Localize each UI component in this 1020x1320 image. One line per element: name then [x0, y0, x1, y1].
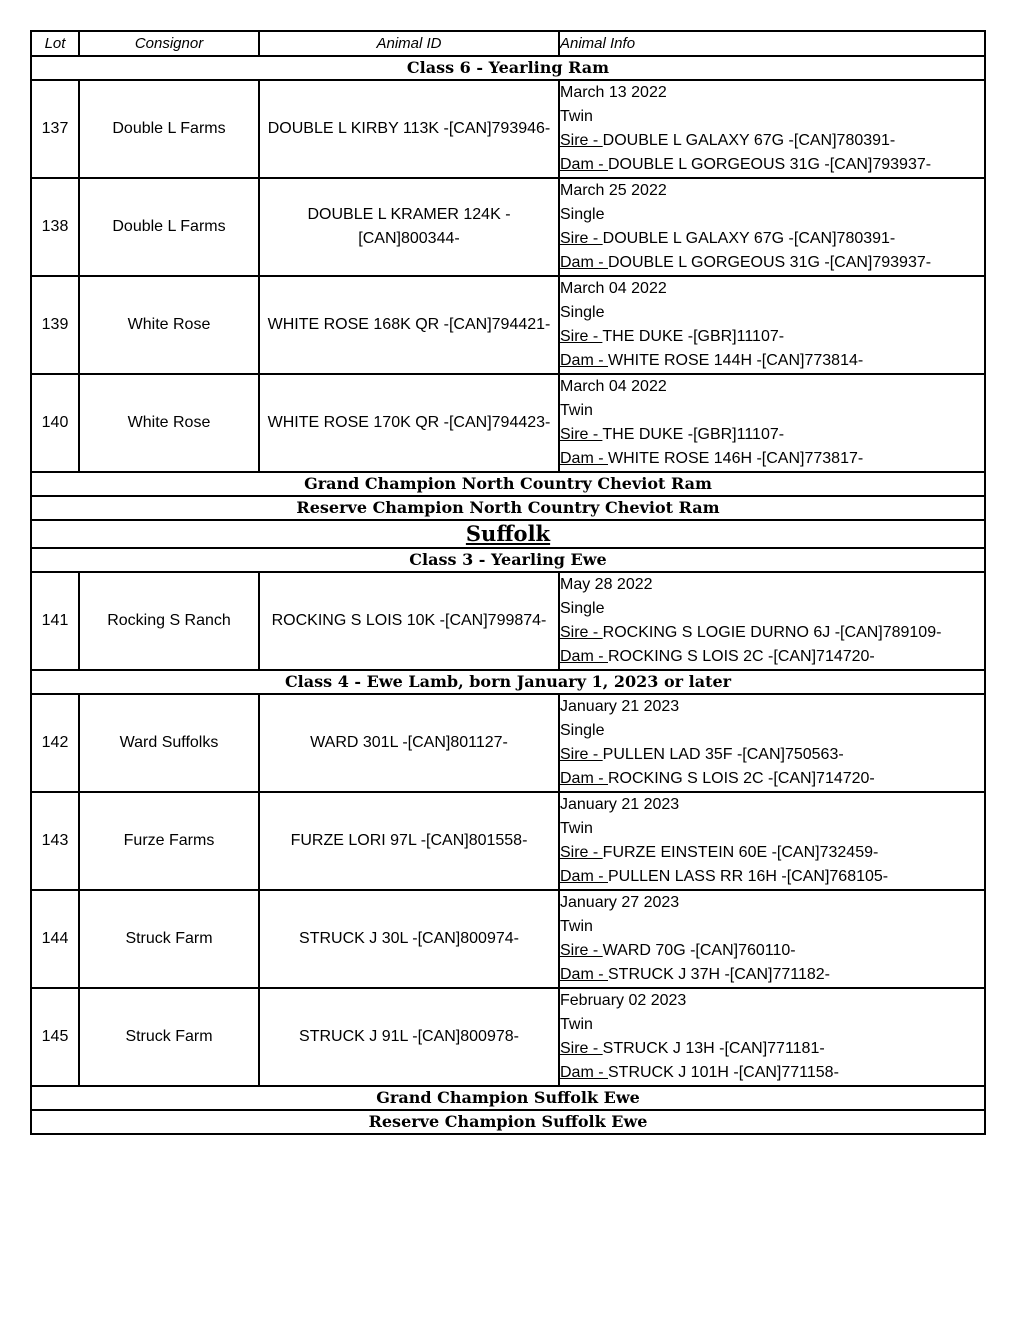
- dam-line-value: STRUCK J 37H -[CAN]771182-: [608, 966, 830, 983]
- class-header-row: [31, 548, 985, 572]
- animal-id: WHITE ROSE 170K QR -[CAN]794423-: [259, 374, 559, 472]
- class-title: Reserve Champion North Country Cheviot Ram: [31, 496, 985, 520]
- lot-number: 144: [31, 890, 79, 988]
- birth-date: [560, 573, 984, 597]
- sire-line-value: DOUBLE L GALAXY 67G -[CAN]780391-: [602, 132, 896, 149]
- sire-line-value: PULLEN LAD 35F -[CAN]750563-: [602, 746, 844, 763]
- animal-id: FURZE LORI 97L -[CAN]801558-: [259, 792, 559, 890]
- catalog-rows: [31, 56, 985, 1134]
- animal-info: [559, 572, 985, 670]
- dam-line-value: STRUCK J 101H -[CAN]771158-: [608, 1064, 839, 1081]
- column-header-row: [31, 31, 985, 56]
- birth-date: [560, 81, 984, 105]
- animal-row: [31, 178, 985, 276]
- lot-number: 145: [31, 988, 79, 1086]
- consignor-name: White Rose: [79, 276, 259, 374]
- sire-line-label: Sire -: [560, 132, 603, 149]
- consignor-name: Double L Farms: [79, 80, 259, 178]
- animal-id: DOUBLE L KIRBY 113K -[CAN]793946-: [259, 80, 559, 178]
- sire-line: [560, 939, 984, 963]
- dam-line-label: Dam -: [560, 648, 608, 665]
- animal-row: [31, 792, 985, 890]
- birth-type: [560, 301, 984, 325]
- birth-date-value: March 13 2022: [560, 84, 667, 101]
- lot-number: 142: [31, 694, 79, 792]
- dam-line: [560, 865, 984, 889]
- sire-line-label: Sire -: [560, 844, 603, 861]
- birth-date: [560, 989, 984, 1013]
- class-title: Class 3 - Yearling Ewe: [31, 548, 985, 572]
- class-header-row: [31, 496, 985, 520]
- dam-line: [560, 153, 984, 177]
- dam-line-label: Dam -: [560, 352, 608, 369]
- column-header-animal-info: Animal Info: [559, 31, 985, 56]
- sire-line-label: Sire -: [560, 1040, 603, 1057]
- column-header-lot: Lot: [31, 31, 79, 56]
- dam-line-label: Dam -: [560, 450, 608, 467]
- birth-type-value: Twin: [560, 1016, 593, 1033]
- dam-line: [560, 349, 984, 373]
- birth-type: [560, 105, 984, 129]
- lot-number: 138: [31, 178, 79, 276]
- dam-line: [560, 767, 984, 791]
- dam-line-value: DOUBLE L GORGEOUS 31G -[CAN]793937-: [608, 156, 932, 173]
- birth-date: [560, 695, 984, 719]
- dam-line-label: Dam -: [560, 770, 608, 787]
- sire-line-value: THE DUKE -[GBR]11107-: [602, 426, 785, 443]
- sire-line: [560, 227, 984, 251]
- sire-line-value: STRUCK J 13H -[CAN]771181-: [602, 1040, 825, 1057]
- animal-id: STRUCK J 30L -[CAN]800974-: [259, 890, 559, 988]
- birth-date: [560, 179, 984, 203]
- birth-date-value: January 21 2023: [560, 698, 680, 715]
- birth-type-value: Twin: [560, 402, 593, 419]
- dam-line-label: Dam -: [560, 156, 608, 173]
- animal-row: [31, 374, 985, 472]
- birth-date: [560, 277, 984, 301]
- column-header-consignor: Consignor: [79, 31, 259, 56]
- sire-line-label: Sire -: [560, 942, 603, 959]
- column-header-animal-id: Animal ID: [259, 31, 559, 56]
- sire-line-label: Sire -: [560, 746, 603, 763]
- sire-line: [560, 841, 984, 865]
- birth-date-value: March 04 2022: [560, 378, 667, 395]
- consignor-name: White Rose: [79, 374, 259, 472]
- birth-date: [560, 891, 984, 915]
- consignor-name: Ward Suffolks: [79, 694, 259, 792]
- sire-line-label: Sire -: [560, 328, 603, 345]
- sire-line: [560, 1037, 984, 1061]
- dam-line-value: WHITE ROSE 146H -[CAN]773817-: [608, 450, 864, 467]
- class-title: Grand Champion North Country Cheviot Ram: [31, 472, 985, 496]
- sire-line-value: DOUBLE L GALAXY 67G -[CAN]780391-: [602, 230, 896, 247]
- animal-info: [559, 276, 985, 374]
- class-header-row: [31, 56, 985, 80]
- sire-line-label: Sire -: [560, 230, 603, 247]
- birth-type-value: Single: [560, 722, 605, 739]
- dam-line-label: Dam -: [560, 1064, 608, 1081]
- consignor-name: Struck Farm: [79, 890, 259, 988]
- birth-type: [560, 817, 984, 841]
- dam-line-value: PULLEN LASS RR 16H -[CAN]768105-: [608, 868, 889, 885]
- birth-date-value: May 28 2022: [560, 576, 653, 593]
- birth-type: [560, 597, 984, 621]
- animal-id: DOUBLE L KRAMER 124K -[CAN]800344-: [259, 178, 559, 276]
- animal-row: [31, 80, 985, 178]
- birth-type: [560, 399, 984, 423]
- birth-type-value: Single: [560, 600, 605, 617]
- birth-type-value: Twin: [560, 820, 593, 837]
- animal-id: STRUCK J 91L -[CAN]800978-: [259, 988, 559, 1086]
- birth-type: [560, 719, 984, 743]
- birth-date: [560, 793, 984, 817]
- animal-id: WHITE ROSE 168K QR -[CAN]794421-: [259, 276, 559, 374]
- consignor-name: Rocking S Ranch: [79, 572, 259, 670]
- birth-type: [560, 203, 984, 227]
- sire-line: [560, 621, 984, 645]
- birth-type-value: Single: [560, 206, 605, 223]
- breed-header-row: [31, 520, 985, 548]
- class-header-row: [31, 1086, 985, 1110]
- dam-line-value: DOUBLE L GORGEOUS 31G -[CAN]793937-: [608, 254, 932, 271]
- birth-date-value: January 27 2023: [560, 894, 680, 911]
- dam-line-value: ROCKING S LOIS 2C -[CAN]714720-: [608, 648, 875, 665]
- dam-line: [560, 251, 984, 275]
- breed-title: Suffolk: [31, 520, 985, 548]
- birth-type-value: Single: [560, 304, 605, 321]
- animal-info: [559, 988, 985, 1086]
- lot-number: 137: [31, 80, 79, 178]
- animal-info: [559, 80, 985, 178]
- animal-info: [559, 374, 985, 472]
- sire-line: [560, 325, 984, 349]
- birth-date: [560, 375, 984, 399]
- animal-row: [31, 988, 985, 1086]
- sire-line: [560, 423, 984, 447]
- consignor-name: Furze Farms: [79, 792, 259, 890]
- dam-line: [560, 447, 984, 471]
- sire-line-value: THE DUKE -[GBR]11107-: [602, 328, 785, 345]
- dam-line: [560, 645, 984, 669]
- class-header-row: [31, 670, 985, 694]
- class-header-row: [31, 1110, 985, 1134]
- sire-line: [560, 129, 984, 153]
- lot-number: 140: [31, 374, 79, 472]
- dam-line-value: ROCKING S LOIS 2C -[CAN]714720-: [608, 770, 875, 787]
- birth-type: [560, 1013, 984, 1037]
- animal-row: [31, 694, 985, 792]
- consignor-name: Double L Farms: [79, 178, 259, 276]
- lot-number: 141: [31, 572, 79, 670]
- birth-date-value: March 04 2022: [560, 280, 667, 297]
- birth-date-value: March 25 2022: [560, 182, 667, 199]
- animal-row: [31, 890, 985, 988]
- animal-info: [559, 792, 985, 890]
- dam-line: [560, 1061, 984, 1085]
- dam-line-label: Dam -: [560, 966, 608, 983]
- dam-line: [560, 963, 984, 987]
- animal-info: [559, 178, 985, 276]
- class-title: Reserve Champion Suffolk Ewe: [31, 1110, 985, 1134]
- animal-id: WARD 301L -[CAN]801127-: [259, 694, 559, 792]
- birth-type: [560, 915, 984, 939]
- sire-line-value: ROCKING S LOGIE DURNO 6J -[CAN]789109-: [602, 624, 942, 641]
- consignor-name: Struck Farm: [79, 988, 259, 1086]
- dam-line-value: WHITE ROSE 144H -[CAN]773814-: [608, 352, 864, 369]
- class-title: Class 6 - Yearling Ram: [31, 56, 985, 80]
- dam-line-label: Dam -: [560, 254, 608, 271]
- lot-number: 139: [31, 276, 79, 374]
- birth-type-value: Twin: [560, 918, 593, 935]
- birth-type-value: Twin: [560, 108, 593, 125]
- sire-line-value: FURZE EINSTEIN 60E -[CAN]732459-: [602, 844, 879, 861]
- sire-line: [560, 743, 984, 767]
- class-header-row: [31, 472, 985, 496]
- sale-catalog-table: [30, 30, 986, 1135]
- class-title: Grand Champion Suffolk Ewe: [31, 1086, 985, 1110]
- dam-line-label: Dam -: [560, 868, 608, 885]
- birth-date-value: February 02 2023: [560, 992, 687, 1009]
- animal-info: [559, 694, 985, 792]
- birth-date-value: January 21 2023: [560, 796, 680, 813]
- animal-row: [31, 276, 985, 374]
- sire-line-value: WARD 70G -[CAN]760110-: [602, 942, 796, 959]
- animal-id: ROCKING S LOIS 10K -[CAN]799874-: [259, 572, 559, 670]
- sire-line-label: Sire -: [560, 624, 603, 641]
- class-title: Class 4 - Ewe Lamb, born January 1, 2023 or later: [31, 670, 985, 694]
- animal-row: [31, 572, 985, 670]
- sire-line-label: Sire -: [560, 426, 603, 443]
- animal-info: [559, 890, 985, 988]
- lot-number: 143: [31, 792, 79, 890]
